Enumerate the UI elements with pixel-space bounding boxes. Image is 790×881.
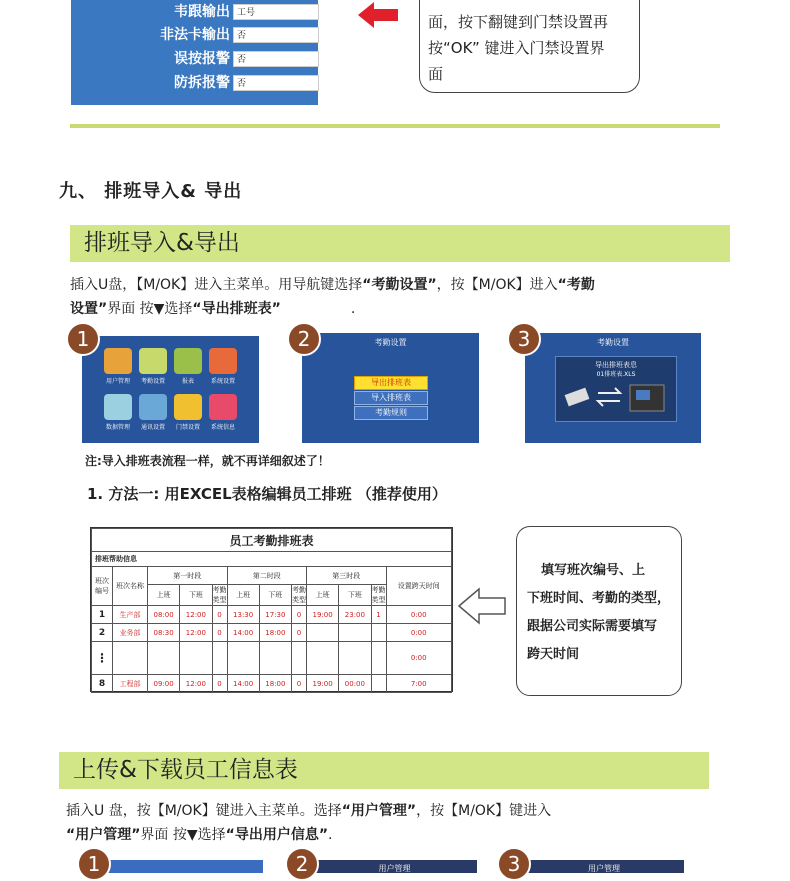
- text-bold: 设置”: [70, 301, 108, 317]
- step-badge: 2: [285, 847, 319, 881]
- instruction-line: [70, 297, 740, 321]
- instruction-text: [66, 799, 746, 847]
- col-header: 考勤类型: [292, 586, 306, 604]
- screen-attendance-settings: [302, 333, 479, 443]
- row-value: 否: [233, 75, 319, 91]
- screen-title: 考勤设置: [597, 338, 629, 347]
- cell: 14:00: [227, 675, 259, 693]
- table-row: [92, 675, 452, 693]
- text-part: ，按【M/OK】进入: [436, 277, 558, 293]
- step-badge: 3: [497, 847, 531, 881]
- settings-row: [71, 2, 318, 22]
- col-header: 上班: [307, 585, 339, 606]
- text-bold: “用户管理”: [66, 827, 141, 843]
- instruction-line: [70, 273, 740, 297]
- cell: 18:00: [259, 624, 291, 642]
- menu-import-schedule[interactable]: 导入排班表: [354, 391, 428, 405]
- cell: 19:00: [307, 606, 339, 624]
- step-badge: 1: [66, 322, 100, 356]
- row-label: 误按报警: [174, 51, 230, 67]
- icon-caption: 用户管理: [105, 378, 130, 385]
- icon-caption: 系统设置: [210, 378, 235, 385]
- note-text: 注:导入排班表流程一样，就不再详细叙述了！: [85, 454, 330, 468]
- cell: 0: [292, 675, 307, 693]
- instruction-line: [66, 823, 746, 847]
- cell: 0: [212, 624, 227, 642]
- icon-caption: 门禁设置: [175, 424, 200, 431]
- col-header: 上班: [227, 585, 259, 606]
- bubble-line: 面，按下翻键到门禁设置再: [428, 13, 609, 31]
- user-icon: [104, 348, 132, 374]
- cell: 1: [371, 606, 386, 624]
- row-label: 防拆报警: [174, 75, 230, 91]
- settings-panel: [71, 0, 318, 105]
- cell: 0: [292, 624, 307, 642]
- red-arrow-icon: [358, 2, 398, 28]
- icon-caption: 数据管理: [105, 424, 130, 431]
- text-part: .: [328, 827, 333, 843]
- icon-caption: 报表: [181, 378, 194, 385]
- text-part: 界面 按▼选择: [140, 827, 226, 843]
- col-header: 下班: [339, 585, 371, 606]
- cell: [371, 642, 386, 675]
- cell: 12:00: [180, 624, 212, 642]
- icon-caption: 通讯设置: [140, 424, 165, 431]
- cell-no: 1: [92, 606, 113, 624]
- report-icon: [174, 348, 202, 374]
- cell: 08:30: [148, 624, 180, 642]
- cell: 0: [212, 675, 227, 693]
- screen-title: 用户管理: [588, 864, 620, 873]
- method-title: 1. 方法一: 用EXCEL表格编辑员工排班 （推荐使用）: [87, 485, 447, 503]
- cell: [339, 624, 371, 642]
- table-row: [92, 642, 452, 675]
- settings-row: [71, 25, 318, 45]
- cell: 23:00: [339, 606, 371, 624]
- tip-line: 填写班次编号、上: [541, 563, 646, 578]
- cell: 18:00: [259, 675, 291, 693]
- text-bold: “考勤: [557, 277, 595, 293]
- step-badge: 1: [77, 847, 111, 881]
- instruction-line: [66, 799, 746, 823]
- bubble-line: 按“OK” 键进入门禁设置界: [428, 39, 605, 57]
- table-subtitle: 排班帮助信息: [92, 552, 452, 567]
- settings-row: [71, 73, 318, 93]
- section-banner: 上传&下载员工信息表: [59, 752, 709, 789]
- gear-icon: [209, 348, 237, 374]
- instruction-text: [70, 273, 740, 321]
- calendar-icon: [139, 348, 167, 374]
- step-badge: 2: [287, 322, 321, 356]
- tip-line: 下班时间、考勤的类型，: [527, 591, 671, 606]
- network-icon: [139, 394, 167, 420]
- col-header: 下班: [259, 585, 291, 606]
- section-title: 九、 排班导入& 导出: [59, 181, 243, 202]
- text-part: 插入U盘，【M/OK】进入主菜单。用导航键选择: [70, 277, 363, 293]
- col-header: 设置跨天时间: [386, 567, 452, 606]
- cell-cross: 0:00: [386, 606, 452, 624]
- cell: 14:00: [227, 624, 259, 642]
- cell: 17:30: [259, 606, 291, 624]
- info-icon: [209, 394, 237, 420]
- text-bold: “导出排班表”: [192, 301, 281, 317]
- col-header: 上班: [148, 585, 180, 606]
- icon-caption: 系统信息: [210, 424, 235, 431]
- text-part: 界面 按▼选择: [107, 301, 193, 317]
- menu-attendance-rules[interactable]: 考勤规则: [354, 406, 428, 420]
- cell: 12:00: [180, 675, 212, 693]
- row-label: 韦跟输出: [174, 4, 230, 20]
- cell: 0: [292, 606, 307, 624]
- tip-line: 跟据公司实际需要填写: [527, 619, 658, 634]
- text-part: ，按【M/OK】键进入: [416, 803, 552, 819]
- divider: [70, 124, 720, 128]
- cell-name: [113, 642, 148, 675]
- cell: [212, 642, 227, 675]
- door-icon: [174, 394, 202, 420]
- text-bold: “考勤设置”: [362, 277, 437, 293]
- instruction-bubble: [419, 0, 640, 93]
- table-title: 员工考勤排班表: [92, 529, 452, 552]
- text-part: .: [350, 301, 356, 317]
- section-banner: 排班导入&导出: [70, 225, 730, 262]
- row-value: 工号: [233, 4, 319, 20]
- screen-main-menu-2: [105, 860, 263, 873]
- dialog-filename: 01排班表.XLS: [596, 371, 636, 378]
- screen-title: 用户管理: [378, 864, 411, 873]
- tip-bubble: [516, 526, 682, 696]
- col-header: 下班: [180, 585, 212, 606]
- text-part: 插入U 盘，按【M/OK】键进入主菜单。选择: [66, 803, 342, 819]
- period-header: 第三时段: [307, 567, 387, 585]
- data-icon: [104, 394, 132, 420]
- cell: [148, 642, 180, 675]
- step-badge: 3: [507, 322, 541, 356]
- cell-cross: 7:00: [386, 675, 452, 693]
- cell: [307, 642, 339, 675]
- schedule-table: [90, 527, 453, 692]
- row-value: 否: [233, 27, 319, 43]
- settings-row: [71, 49, 318, 69]
- cell: 00:00: [339, 675, 371, 693]
- cell-no: 2: [92, 624, 113, 642]
- screen-user-management-2: [524, 860, 684, 873]
- menu-export-schedule[interactable]: 导出排班表: [354, 376, 428, 390]
- text-bold: “导出用户信息”: [225, 827, 329, 843]
- col-header: 考勤类型: [212, 586, 227, 604]
- cell: [339, 642, 371, 675]
- dialog-caption: 导出排班表息: [595, 361, 637, 369]
- cell-name: 工程部: [113, 675, 148, 693]
- table-row: [92, 624, 452, 642]
- cell: [371, 624, 386, 642]
- cell: [227, 642, 259, 675]
- row-value: 否: [233, 51, 319, 67]
- col-header: 班次编号: [92, 567, 113, 606]
- cell: [307, 624, 339, 642]
- col-header: 班次名称: [113, 567, 148, 606]
- cell: 09:00: [148, 675, 180, 693]
- cell-name: 生产部: [113, 606, 148, 624]
- row-label: 非法卡输出: [160, 27, 230, 43]
- screen-user-management: [312, 860, 477, 873]
- left-arrow-icon: [457, 586, 507, 626]
- icon-caption: 考勤设置: [140, 378, 165, 385]
- cell: 13:30: [227, 606, 259, 624]
- cell-no: 8: [92, 675, 113, 693]
- cell: [292, 642, 307, 675]
- cell-cross: 0:00: [386, 624, 452, 642]
- export-dialog: [555, 356, 677, 422]
- cell: 08:00: [148, 606, 180, 624]
- table-row: [92, 606, 452, 624]
- transfer-icon: [564, 381, 668, 415]
- tip-line: 跨天时间: [527, 647, 580, 662]
- period-header: 第一时段: [148, 567, 228, 585]
- screen-export: [525, 333, 701, 443]
- cell: 19:00: [307, 675, 339, 693]
- cell: [180, 642, 212, 675]
- text-bold: “用户管理”: [341, 803, 417, 819]
- screen-title: 考勤设置: [374, 338, 407, 347]
- cell: [259, 642, 291, 675]
- cell: 12:00: [180, 606, 212, 624]
- col-header: 考勤类型: [371, 586, 386, 604]
- cell: [371, 675, 386, 693]
- cell: 0: [212, 606, 227, 624]
- period-header: 第二时段: [227, 567, 307, 585]
- screen-main-menu: [82, 336, 259, 443]
- cell-cross: 0:00: [386, 642, 452, 675]
- bubble-line: 面: [428, 65, 444, 83]
- cell-no: ⋮: [92, 642, 113, 675]
- cell-name: 业务部: [113, 624, 148, 642]
